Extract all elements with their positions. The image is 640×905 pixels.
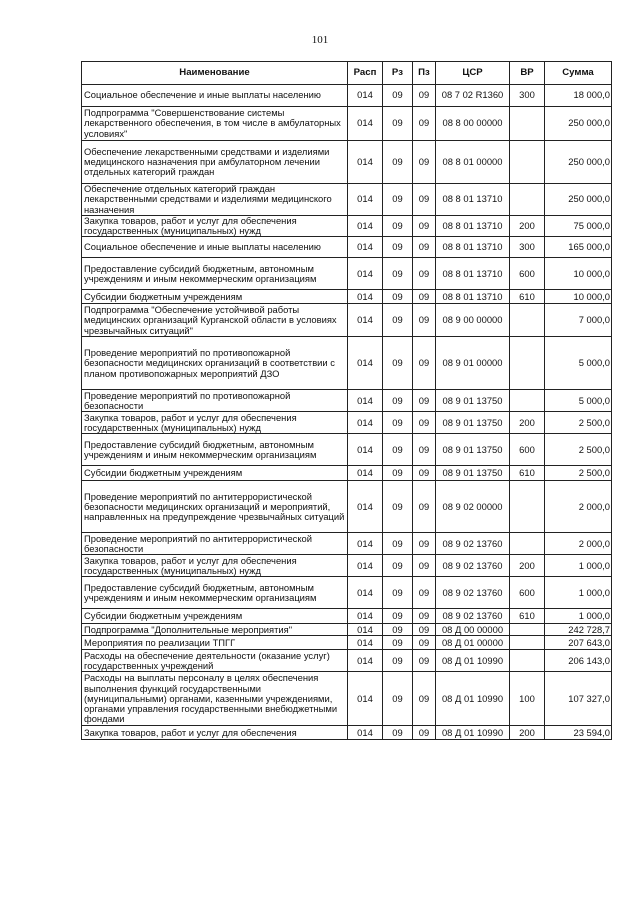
cell-vr [510,481,545,533]
cell-name: Проведение мероприятий по антитеррористической безопасности [82,533,348,555]
cell-name: Закупка товаров, работ и услуг для обеспечения государственных (муниципальных) нужд [82,216,348,237]
cell-pz: 09 [413,466,436,481]
cell-sum: 206 143,0 [545,650,612,672]
cell-name: Субсидии бюджетным учреждениям [82,466,348,481]
cell-pz: 09 [413,337,436,390]
cell-rz: 09 [383,650,413,672]
cell-sum: 2 500,0 [545,434,612,466]
cell-vr [510,636,545,650]
cell-pz: 09 [413,290,436,304]
cell-rz: 09 [383,624,413,636]
cell-name: Расходы на выплаты персоналу в целях обеспечения выполнения функций государственными (муниципальными) органами, казенными учреждениями, органами управления государственными внебюджетными фондами [82,672,348,726]
cell-sum: 75 000,0 [545,216,612,237]
cell-name: Субсидии бюджетным учреждениям [82,290,348,304]
table-row [82,107,612,141]
cell-sum: 107 327,0 [545,672,612,726]
cell-rasp: 014 [348,258,383,290]
cell-sum: 10 000,0 [545,258,612,290]
cell-rasp: 014 [348,107,383,141]
cell-vr [510,304,545,337]
cell-rasp: 014 [348,466,383,481]
cell-rz: 09 [383,636,413,650]
cell-rasp: 014 [348,184,383,216]
cell-name: Проведение мероприятий по антитеррористической безопасности медицинских организаций и мероприятий, направленных на предупреждение чрезвычайных ситуаций [82,481,348,533]
cell-csr: 08 7 02 R1360 [436,85,510,107]
cell-rasp: 014 [348,577,383,609]
cell-vr: 610 [510,290,545,304]
cell-name: Закупка товаров, работ и услуг для обеспечения [82,726,348,740]
cell-rasp: 014 [348,481,383,533]
cell-vr: 300 [510,85,545,107]
cell-rz: 09 [383,184,413,216]
cell-rz: 09 [383,216,413,237]
cell-csr: 08 9 02 13760 [436,555,510,577]
cell-csr: 08 9 01 13750 [436,466,510,481]
cell-rz: 09 [383,290,413,304]
cell-rasp: 014 [348,290,383,304]
cell-csr: 08 8 01 13710 [436,237,510,258]
cell-sum: 23 594,0 [545,726,612,740]
cell-pz: 09 [413,555,436,577]
cell-rasp: 014 [348,412,383,434]
cell-sum: 5 000,0 [545,390,612,412]
table-row [82,304,612,337]
cell-sum: 7 000,0 [545,304,612,337]
table-header-row [82,62,612,85]
cell-sum: 250 000,0 [545,184,612,216]
cell-sum: 10 000,0 [545,290,612,304]
cell-name: Социальное обеспечение и иные выплаты населению [82,85,348,107]
cell-sum: 165 000,0 [545,237,612,258]
table-row [82,650,612,672]
cell-pz: 09 [413,216,436,237]
header-csr: ЦСР [436,62,510,85]
header-name: Наименование [82,62,348,85]
header-rz: Рз [383,62,413,85]
cell-pz: 09 [413,107,436,141]
cell-name: Подпрограмма "Обеспечение устойчивой работы медицинских организаций Курганской области в условиях чрезвычайных ситуаций" [82,304,348,337]
table-row [82,577,612,609]
cell-csr: 08 Д 01 00000 [436,636,510,650]
cell-rasp: 014 [348,624,383,636]
cell-name: Социальное обеспечение и иные выплаты населению [82,237,348,258]
cell-csr: 08 Д 01 10990 [436,672,510,726]
cell-rz: 09 [383,412,413,434]
table-row [82,636,612,650]
cell-pz: 09 [413,533,436,555]
cell-rz: 09 [383,672,413,726]
cell-sum: 242 728,7 [545,624,612,636]
cell-sum: 250 000,0 [545,107,612,141]
cell-csr: 08 9 02 13760 [436,533,510,555]
cell-rz: 09 [383,577,413,609]
table-row [82,85,612,107]
table-row [82,555,612,577]
cell-name: Закупка товаров, работ и услуг для обеспечения государственных (муниципальных) нужд [82,412,348,434]
cell-pz: 09 [413,85,436,107]
cell-vr: 200 [510,726,545,740]
cell-pz: 09 [413,412,436,434]
cell-rz: 09 [383,337,413,390]
cell-name: Обеспечение отдельных категорий граждан лекарственными средствами и изделиями медицинского назначения [82,184,348,216]
cell-rasp: 014 [348,636,383,650]
table-row [82,533,612,555]
cell-rasp: 014 [348,555,383,577]
cell-rz: 09 [383,555,413,577]
cell-csr: 08 9 01 13750 [436,412,510,434]
cell-csr: 08 9 02 13760 [436,609,510,624]
cell-rz: 09 [383,434,413,466]
cell-vr [510,650,545,672]
cell-csr: 08 9 01 00000 [436,337,510,390]
cell-csr: 08 9 00 00000 [436,304,510,337]
cell-vr: 610 [510,609,545,624]
cell-pz: 09 [413,481,436,533]
cell-pz: 09 [413,258,436,290]
table-row [82,390,612,412]
cell-pz: 09 [413,237,436,258]
cell-sum: 250 000,0 [545,141,612,184]
cell-pz: 09 [413,726,436,740]
cell-vr: 200 [510,555,545,577]
cell-vr [510,107,545,141]
cell-sum: 5 000,0 [545,337,612,390]
table-row [82,258,612,290]
cell-vr: 300 [510,237,545,258]
cell-vr [510,337,545,390]
cell-csr: 08 Д 01 10990 [436,650,510,672]
cell-name: Субсидии бюджетным учреждениям [82,609,348,624]
cell-csr: 08 9 01 13750 [436,434,510,466]
table-row [82,237,612,258]
cell-pz: 09 [413,650,436,672]
table-row [82,337,612,390]
cell-vr [510,184,545,216]
cell-csr: 08 Д 01 10990 [436,726,510,740]
cell-sum: 2 500,0 [545,466,612,481]
cell-rz: 09 [383,237,413,258]
table-row [82,184,612,216]
cell-pz: 09 [413,141,436,184]
cell-name: Мероприятия по реализации ТПГГ [82,636,348,650]
cell-sum: 207 643,0 [545,636,612,650]
cell-rz: 09 [383,85,413,107]
table-row [82,141,612,184]
cell-rasp: 014 [348,672,383,726]
cell-rasp: 014 [348,434,383,466]
cell-csr: 08 9 02 13760 [436,577,510,609]
cell-pz: 09 [413,304,436,337]
cell-name: Проведение мероприятий по противопожарной безопасности [82,390,348,412]
cell-pz: 09 [413,636,436,650]
page-number: 101 [311,34,329,46]
cell-name: Расходы на обеспечение деятельности (оказание услуг) государственных учреждений [82,650,348,672]
cell-pz: 09 [413,577,436,609]
table-row [82,624,612,636]
cell-rz: 09 [383,304,413,337]
cell-rz: 09 [383,726,413,740]
header-pz: Пз [413,62,436,85]
cell-pz: 09 [413,434,436,466]
cell-name: Предоставление субсидий бюджетным, автономным учреждениям и иным некоммерческим организациям [82,434,348,466]
cell-rasp: 014 [348,390,383,412]
cell-rasp: 014 [348,237,383,258]
table-row [82,466,612,481]
cell-pz: 09 [413,184,436,216]
cell-csr: 08 8 00 00000 [436,107,510,141]
cell-sum: 18 000,0 [545,85,612,107]
cell-rasp: 014 [348,85,383,107]
cell-rasp: 014 [348,650,383,672]
cell-rasp: 014 [348,216,383,237]
cell-vr: 200 [510,216,545,237]
header-vr: ВР [510,62,545,85]
cell-csr: 08 9 01 13750 [436,390,510,412]
cell-vr: 600 [510,577,545,609]
cell-sum: 1 000,0 [545,577,612,609]
cell-sum: 2 000,0 [545,533,612,555]
cell-vr: 100 [510,672,545,726]
table-row [82,434,612,466]
cell-rasp: 014 [348,726,383,740]
header-sum: Сумма [545,62,612,85]
header-rasp: Расп [348,62,383,85]
cell-vr: 610 [510,466,545,481]
cell-rz: 09 [383,141,413,184]
cell-csr: 08 8 01 13710 [436,290,510,304]
cell-vr: 600 [510,434,545,466]
cell-pz: 09 [413,390,436,412]
cell-rz: 09 [383,107,413,141]
cell-name: Подпрограмма "Совершенствование системы лекарственного обеспечения, в том числе в амбулаторных условиях" [82,107,348,141]
cell-vr: 200 [510,412,545,434]
cell-sum: 1 000,0 [545,609,612,624]
cell-rasp: 014 [348,141,383,184]
cell-rz: 09 [383,481,413,533]
table-row [82,216,612,237]
cell-vr [510,141,545,184]
cell-pz: 09 [413,672,436,726]
budget-table [81,61,612,740]
table-row [82,481,612,533]
cell-name: Предоставление субсидий бюджетным, автономным учреждениям и иным некоммерческим организациям [82,258,348,290]
cell-csr: 08 Д 00 00000 [436,624,510,636]
cell-csr: 08 8 01 13710 [436,258,510,290]
cell-sum: 2 500,0 [545,412,612,434]
cell-csr: 08 8 01 13710 [436,216,510,237]
cell-name: Закупка товаров, работ и услуг для обеспечения государственных (муниципальных) нужд [82,555,348,577]
table-row [82,609,612,624]
cell-csr: 08 8 01 00000 [436,141,510,184]
cell-rz: 09 [383,609,413,624]
table-row [82,290,612,304]
cell-rz: 09 [383,533,413,555]
cell-rz: 09 [383,466,413,481]
cell-csr: 08 8 01 13710 [436,184,510,216]
cell-name: Подпрограмма "Дополнительные мероприятия" [82,624,348,636]
table-row [82,726,612,740]
cell-vr: 600 [510,258,545,290]
cell-rz: 09 [383,390,413,412]
cell-rasp: 014 [348,609,383,624]
cell-name: Проведение мероприятий по противопожарной безопасности медицинских организаций в соответствии с планом противопожарных мероприятий ДЗО [82,337,348,390]
cell-sum: 1 000,0 [545,555,612,577]
cell-vr [510,624,545,636]
table-row [82,672,612,726]
cell-sum: 2 000,0 [545,481,612,533]
table-row [82,412,612,434]
cell-vr [510,390,545,412]
cell-rasp: 014 [348,304,383,337]
cell-name: Предоставление субсидий бюджетным, автономным учреждениям и иным некоммерческим организациям [82,577,348,609]
cell-rasp: 014 [348,337,383,390]
cell-csr: 08 9 02 00000 [436,481,510,533]
cell-rz: 09 [383,258,413,290]
table-body [82,85,612,740]
cell-vr [510,533,545,555]
cell-pz: 09 [413,609,436,624]
cell-rasp: 014 [348,533,383,555]
cell-pz: 09 [413,624,436,636]
cell-name: Обеспечение лекарственными средствами и изделиями медицинского назначения при амбулаторном лечении отдельных категорий граждан [82,141,348,184]
